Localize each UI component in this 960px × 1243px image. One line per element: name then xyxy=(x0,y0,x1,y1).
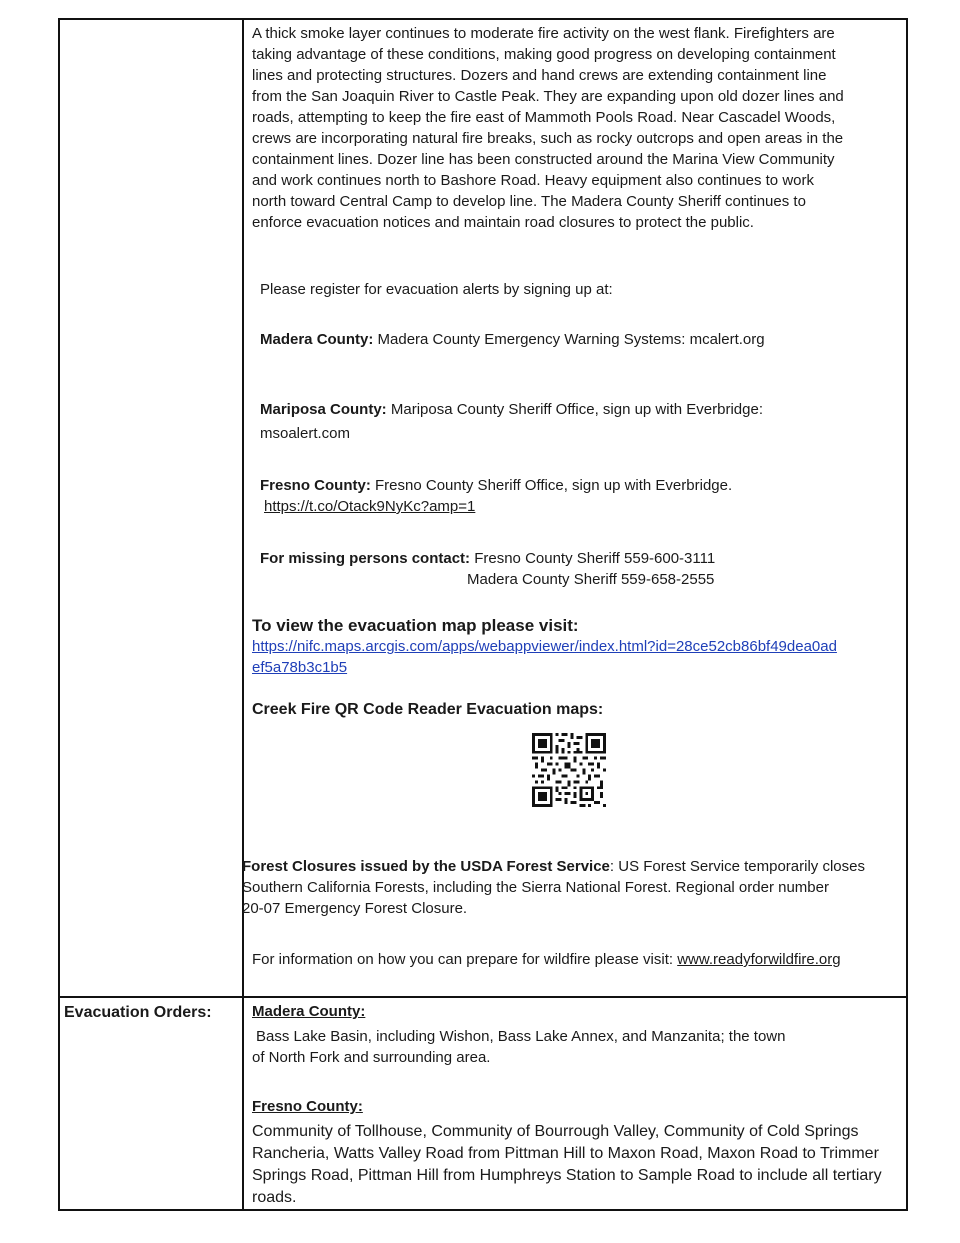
madera-alert xyxy=(260,329,765,350)
qr-code-icon[interactable] xyxy=(532,733,606,807)
paragraph-line: roads, attempting to keep the fire east of Mammoth Pools Road. Near Cascadel Woods, xyxy=(252,109,836,126)
paragraph-line: crews are incorporating natural fire breaks, such as rocky outcrops and open areas in the xyxy=(252,130,844,147)
wildfire-link[interactable]: www.readyforwildfire.org xyxy=(677,951,841,968)
fresno-alert-text: Fresno County Sheriff Office, sign up with Everbridge. xyxy=(370,477,733,494)
madera-evac-line: of North Fork and surrounding area. xyxy=(252,1049,491,1066)
mariposa-alert-label: Mariposa County: xyxy=(260,401,387,418)
paragraph-line: A thick smoke layer continues to moderate fire activity on the west flank. Firefighters are xyxy=(252,25,835,42)
wildfire-info xyxy=(252,949,841,970)
paragraph-line: lines and protecting structures. Dozers and hand crews are extending containment line xyxy=(252,67,827,84)
missing-persons-madera: Madera County Sheriff 559-658-2555 xyxy=(467,571,715,588)
map-link-continued[interactable]: ef5a78b3c1b5 xyxy=(252,659,348,676)
fresno-alert-link[interactable]: https://t.co/Otack9NyKc?amp=1 xyxy=(264,498,476,515)
wildfire-info-text: For information on how you can prepare for wildfire please visit: xyxy=(252,951,678,968)
missing-persons-label: For missing persons contact: xyxy=(260,550,471,567)
forest-closures-line: Southern California Forests, including the Sierra National Forest. Regional order number xyxy=(242,879,829,896)
alerts-intro: Please register for evacuation alerts by signing up at: xyxy=(260,281,613,298)
missing-persons-fresno: Fresno County Sheriff 559-600-3111 xyxy=(470,550,716,567)
madera-alert-label: Madera County: xyxy=(260,331,374,348)
qr-heading: Creek Fire QR Code Reader Evacuation maps: xyxy=(252,701,604,718)
map-link[interactable]: https://nifc.maps.arcgis.com/apps/webappviewer/index.html?id=28ce52cb86bf49dea0ad xyxy=(252,638,837,655)
forest-closures-text: : US Forest Service temporarily closes xyxy=(609,858,865,875)
forest-closures xyxy=(242,856,865,877)
madera-evac-line: Bass Lake Basin, including Wishon, Bass Lake Annex, and Manzanita; the town xyxy=(256,1028,786,1045)
paragraph-line: taking advantage of these conditions, making good progress on developing containment xyxy=(252,46,836,63)
mariposa-alert-text: Mariposa County Sheriff Office, sign up with Everbridge: xyxy=(386,401,763,418)
row-divider xyxy=(60,996,906,998)
fresno-evac-line: Rancheria, Watts Valley Road from Pittman Hill to Maxon Road, Maxon Road to Trimmer xyxy=(252,1145,879,1162)
forest-closures-label: Forest Closures issued by the USDA Forest Service xyxy=(242,858,610,875)
mariposa-alert xyxy=(260,399,763,420)
forest-closures-line: 20-07 Emergency Forest Closure. xyxy=(242,900,468,917)
column-divider xyxy=(242,20,244,1209)
paragraph-line: north toward Central Camp to develop line. The Madera County Sheriff continues to xyxy=(252,193,806,210)
missing-persons xyxy=(260,548,715,569)
paragraph-line: and work continues north to Bashore Road. Heavy equipment also continues to work xyxy=(252,172,814,189)
fresno-alert-label: Fresno County: xyxy=(260,477,371,494)
paragraph-line: enforce evacuation notices and maintain road closures to protect the public. xyxy=(252,214,754,231)
fresno-evac-line: roads. xyxy=(252,1189,297,1206)
fresno-evac-line: Springs Road, Pittman Hill from Humphreys Station to Sample Road to include all tertiary xyxy=(252,1167,882,1184)
fresno-evac-heading: Fresno County: xyxy=(252,1098,363,1115)
madera-alert-text: Madera County Emergency Warning Systems: mcalert.org xyxy=(373,331,765,348)
paragraph-line: from the San Joaquin River to Castle Peak. They are expanding upon old dozer lines and xyxy=(252,88,844,105)
map-heading: To view the evacuation map please visit: xyxy=(252,616,579,635)
fresno-alert xyxy=(260,475,732,496)
evacuation-orders-label: Evacuation Orders: xyxy=(64,1004,212,1021)
mariposa-alert-site: msoalert.com xyxy=(260,425,351,442)
paragraph-line: containment lines. Dozer line has been constructed around the Marina View Community xyxy=(252,151,835,168)
madera-evac-heading: Madera County: xyxy=(252,1003,366,1020)
fresno-evac-line: Community of Tollhouse, Community of Bourrough Valley, Community of Cold Springs xyxy=(252,1123,859,1140)
